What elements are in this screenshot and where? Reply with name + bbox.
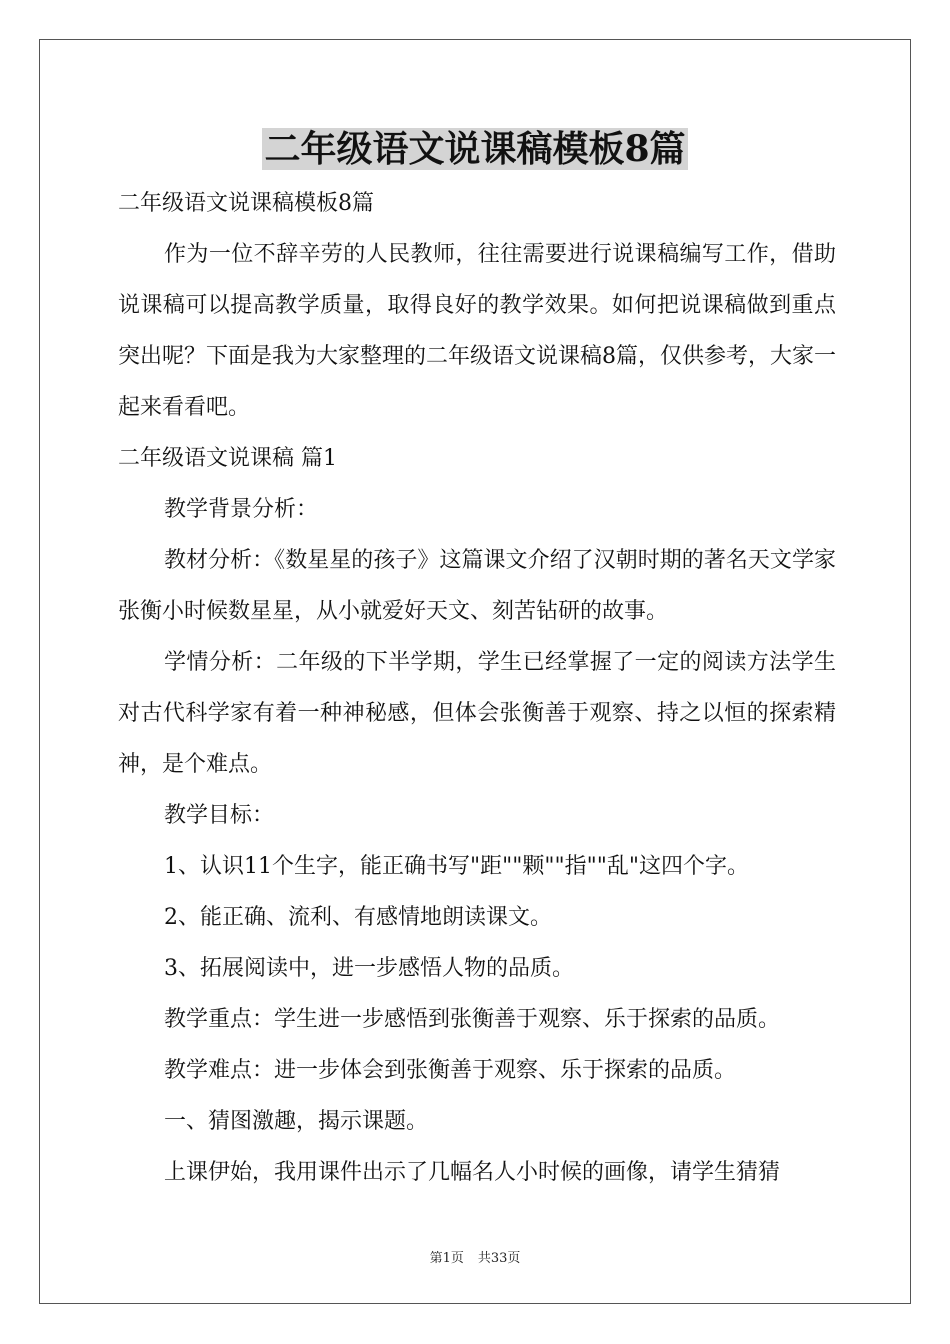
- paragraph: 1、认识11个生字，能正确书写"距""颗""指""乱"这四个字。: [164, 854, 749, 879]
- paragraph-subtitle: 二年级语文说课稿模板8篇: [118, 191, 374, 216]
- document-title: [0, 126, 950, 172]
- paragraph: 教学目标：: [164, 803, 275, 828]
- paragraph: 学情分析：二年级的下半学期，学生已经掌握了一定的阅读方法学生对古代科学家有着一种神秘感，但体会张衡善于观察、持之以恒的探索精神，是个难点。: [118, 650, 836, 777]
- paragraph: 2、能正确、流利、有感情地朗读课文。: [164, 905, 552, 930]
- paragraph: 上课伊始，我用课件出示了几幅名人小时候的画像，请学生猜猜: [164, 1160, 781, 1185]
- paragraph-intro: 作为一位不辞辛劳的人民教师，往往需要进行说课稿编写工作，借助说课稿可以提高教学质量，取得良好的教学效果。如何把说课稿做到重点突出呢？下面是我为大家整理的二年级语文说课稿8篇，仅供参考，大家一起来看看吧。: [118, 242, 836, 420]
- paragraph: 教学背景分析：: [164, 497, 319, 522]
- page-total: 共33页: [477, 1251, 521, 1266]
- paragraph: 教学难点：进一步体会到张衡善于观察、乐于探索的品质。: [164, 1058, 737, 1083]
- page-footer: [0, 1250, 950, 1268]
- paragraph: 3、拓展阅读中，进一步感悟人物的品质。: [164, 956, 574, 981]
- paragraph: 教材分析：《数星星的孩子》这篇课文介绍了汉朝时期的著名天文学家张衡小时候数星星，从小就爱好天文、刻苦钻研的故事。: [118, 548, 836, 624]
- paragraph: 教学重点：学生进一步感悟到张衡善于观察、乐于探索的品质。: [164, 1007, 781, 1032]
- document-body: [118, 178, 836, 1198]
- paragraph: 一、猜图激趣，揭示课题。: [164, 1109, 429, 1134]
- document-title-text: 二年级语文说课稿模板8篇: [264, 128, 686, 170]
- page-number: 第1页: [429, 1251, 464, 1266]
- paragraph-section-heading: 二年级语文说课稿 篇1: [118, 446, 337, 471]
